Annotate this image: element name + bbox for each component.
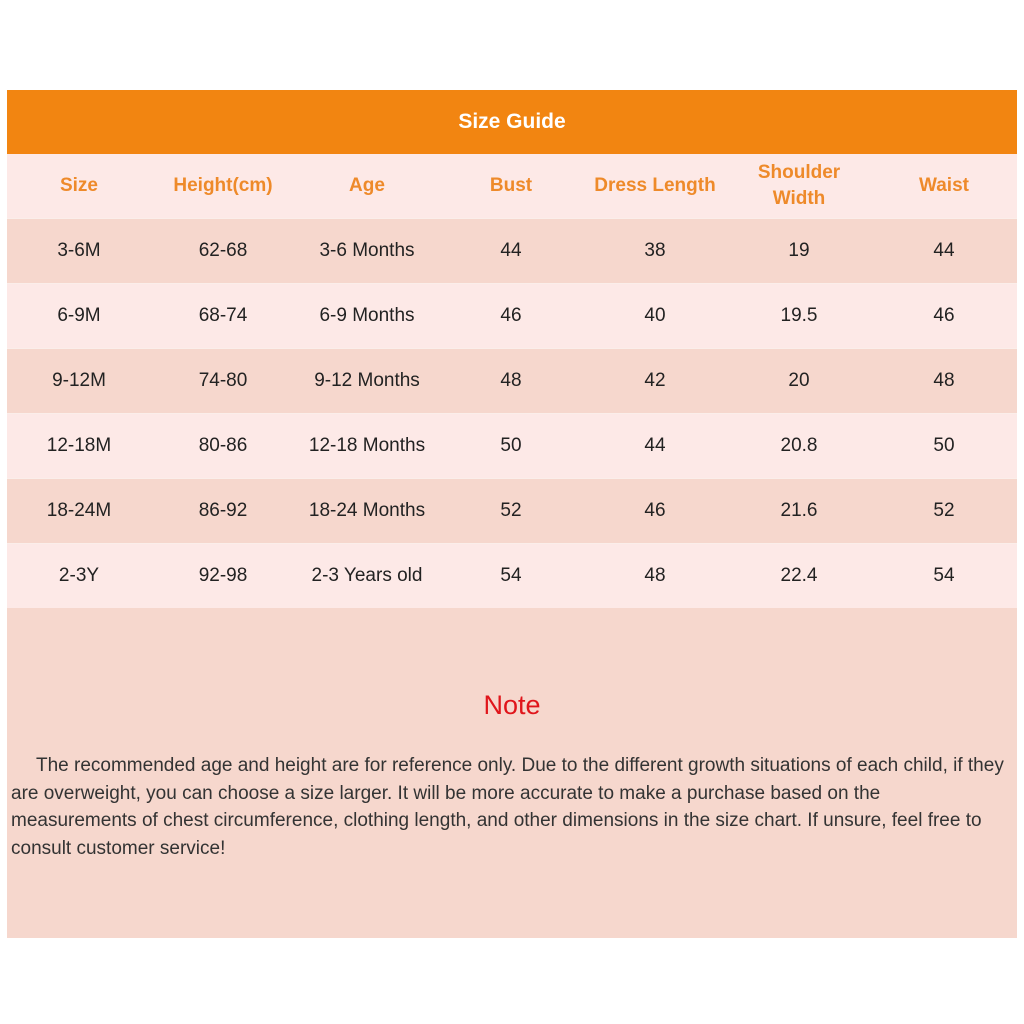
cell-waist: 44 [933, 240, 955, 261]
note-section [7, 608, 1017, 938]
cell-bust: 54 [500, 565, 522, 586]
table-row [7, 218, 1017, 283]
cell-shoulder-width: 20 [788, 370, 810, 391]
table-row [7, 348, 1017, 413]
cell-size: 12-18M [46, 435, 112, 456]
cell-age: 3-6 Months [319, 240, 415, 261]
cell-dress-length: 40 [644, 305, 666, 326]
cell-size: 2-3Y [58, 565, 100, 586]
cell-age: 6-9 Months [319, 305, 415, 326]
cell-age: 18-24 Months [308, 500, 426, 521]
cell-bust: 44 [500, 240, 522, 261]
cell-size: 18-24M [46, 500, 112, 521]
header-age: Age [349, 175, 385, 196]
table-row [7, 543, 1017, 608]
cell-waist: 50 [933, 435, 955, 456]
cell-height: 74-80 [198, 370, 248, 391]
cell-dress-length: 44 [644, 435, 666, 456]
cell-dress-length: 46 [644, 500, 666, 521]
cell-height: 86-92 [198, 500, 248, 521]
cell-age: 2-3 Years old [311, 565, 423, 586]
cell-bust: 48 [500, 370, 522, 391]
cell-size: 9-12M [52, 370, 106, 391]
cell-waist: 48 [933, 370, 955, 391]
table-row [7, 413, 1017, 478]
header-shoulder-width: Shoulder Width [757, 162, 841, 209]
note-title: Note [483, 690, 541, 720]
cell-height: 80-86 [198, 435, 248, 456]
cell-waist: 52 [933, 500, 955, 521]
cell-height: 68-74 [198, 305, 248, 326]
cell-height: 62-68 [198, 240, 248, 261]
header-dress-length: Dress Length [594, 175, 716, 196]
cell-dress-length: 38 [644, 240, 666, 261]
header-height: Height(cm) [173, 175, 273, 196]
header-waist: Waist [919, 175, 969, 196]
cell-shoulder-width: 21.6 [780, 500, 818, 521]
cell-dress-length: 42 [644, 370, 666, 391]
cell-shoulder-width: 20.8 [780, 435, 818, 456]
note-text: The recommended age and height are for reference only. Due to the different growth situations of each child, if they are overweight, you can choose a size larger. It will be more accurate to make a purchase based on the measurements of chest circumference, clothing length, and other dimensions in the size chart. If unsure, feel free to consult customer service! [11, 755, 1004, 859]
size-guide-title: Size Guide [7, 90, 1017, 154]
size-guide-sheet [7, 90, 1017, 938]
cell-dress-length: 48 [644, 565, 666, 586]
table-row [7, 283, 1017, 348]
cell-bust: 52 [500, 500, 522, 521]
table-row [7, 478, 1017, 543]
cell-shoulder-width: 19.5 [780, 305, 818, 326]
cell-age: 9-12 Months [314, 370, 420, 391]
cell-shoulder-width: 19 [788, 240, 810, 261]
cell-waist: 46 [933, 305, 955, 326]
header-size: Size [59, 175, 99, 196]
cell-age: 12-18 Months [308, 435, 426, 456]
cell-bust: 50 [500, 435, 522, 456]
cell-size: 6-9M [57, 305, 101, 326]
cell-bust: 46 [500, 305, 522, 326]
header-bust: Bust [489, 175, 533, 196]
cell-size: 3-6M [57, 240, 101, 261]
table-header-row [7, 154, 1017, 218]
cell-shoulder-width: 22.4 [780, 565, 818, 586]
cell-waist: 54 [933, 565, 955, 586]
cell-height: 92-98 [198, 565, 248, 586]
